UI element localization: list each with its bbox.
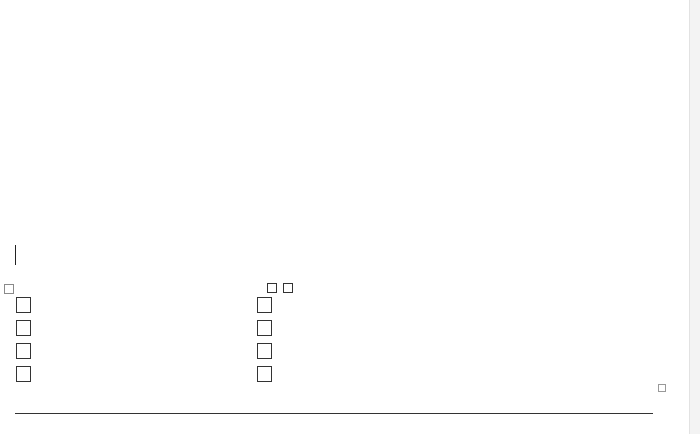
option-private-notary[interactable]	[257, 366, 284, 382]
option-other-licensed-person[interactable]	[257, 297, 284, 313]
checkbox-private-notary[interactable]	[257, 366, 272, 382]
authority-name-cells[interactable]	[15, 245, 16, 265]
option-legal-entity[interactable]	[16, 297, 35, 313]
option-foreign-representative-office[interactable]	[257, 320, 284, 336]
vertical-scrollbar[interactable]	[689, 0, 700, 434]
checkbox-legal-entity[interactable]	[16, 297, 31, 313]
checkbox-foreign-branch[interactable]	[257, 343, 272, 359]
option-lawyer-office[interactable]	[16, 343, 35, 359]
hint-v-box	[283, 283, 293, 293]
paragraph-mark-icon	[658, 384, 666, 392]
checkbox-lawyer-office[interactable]	[16, 343, 31, 359]
option-individual-entrepreneur[interactable]	[16, 320, 35, 336]
option-foreign-branch[interactable]	[257, 343, 284, 359]
checkbox-russian-citizen[interactable]	[16, 366, 31, 382]
checkbox-foreign-representative-office[interactable]	[257, 320, 272, 336]
checkbox-other-licensed-person[interactable]	[257, 297, 272, 313]
marking-hint	[265, 283, 295, 294]
hint-x-box	[267, 283, 277, 293]
move-handle-icon[interactable]	[4, 284, 14, 294]
option-russian-citizen[interactable]	[16, 366, 35, 382]
checkbox-individual-entrepreneur[interactable]	[16, 320, 31, 336]
okved-code-cells[interactable]	[15, 413, 653, 426]
